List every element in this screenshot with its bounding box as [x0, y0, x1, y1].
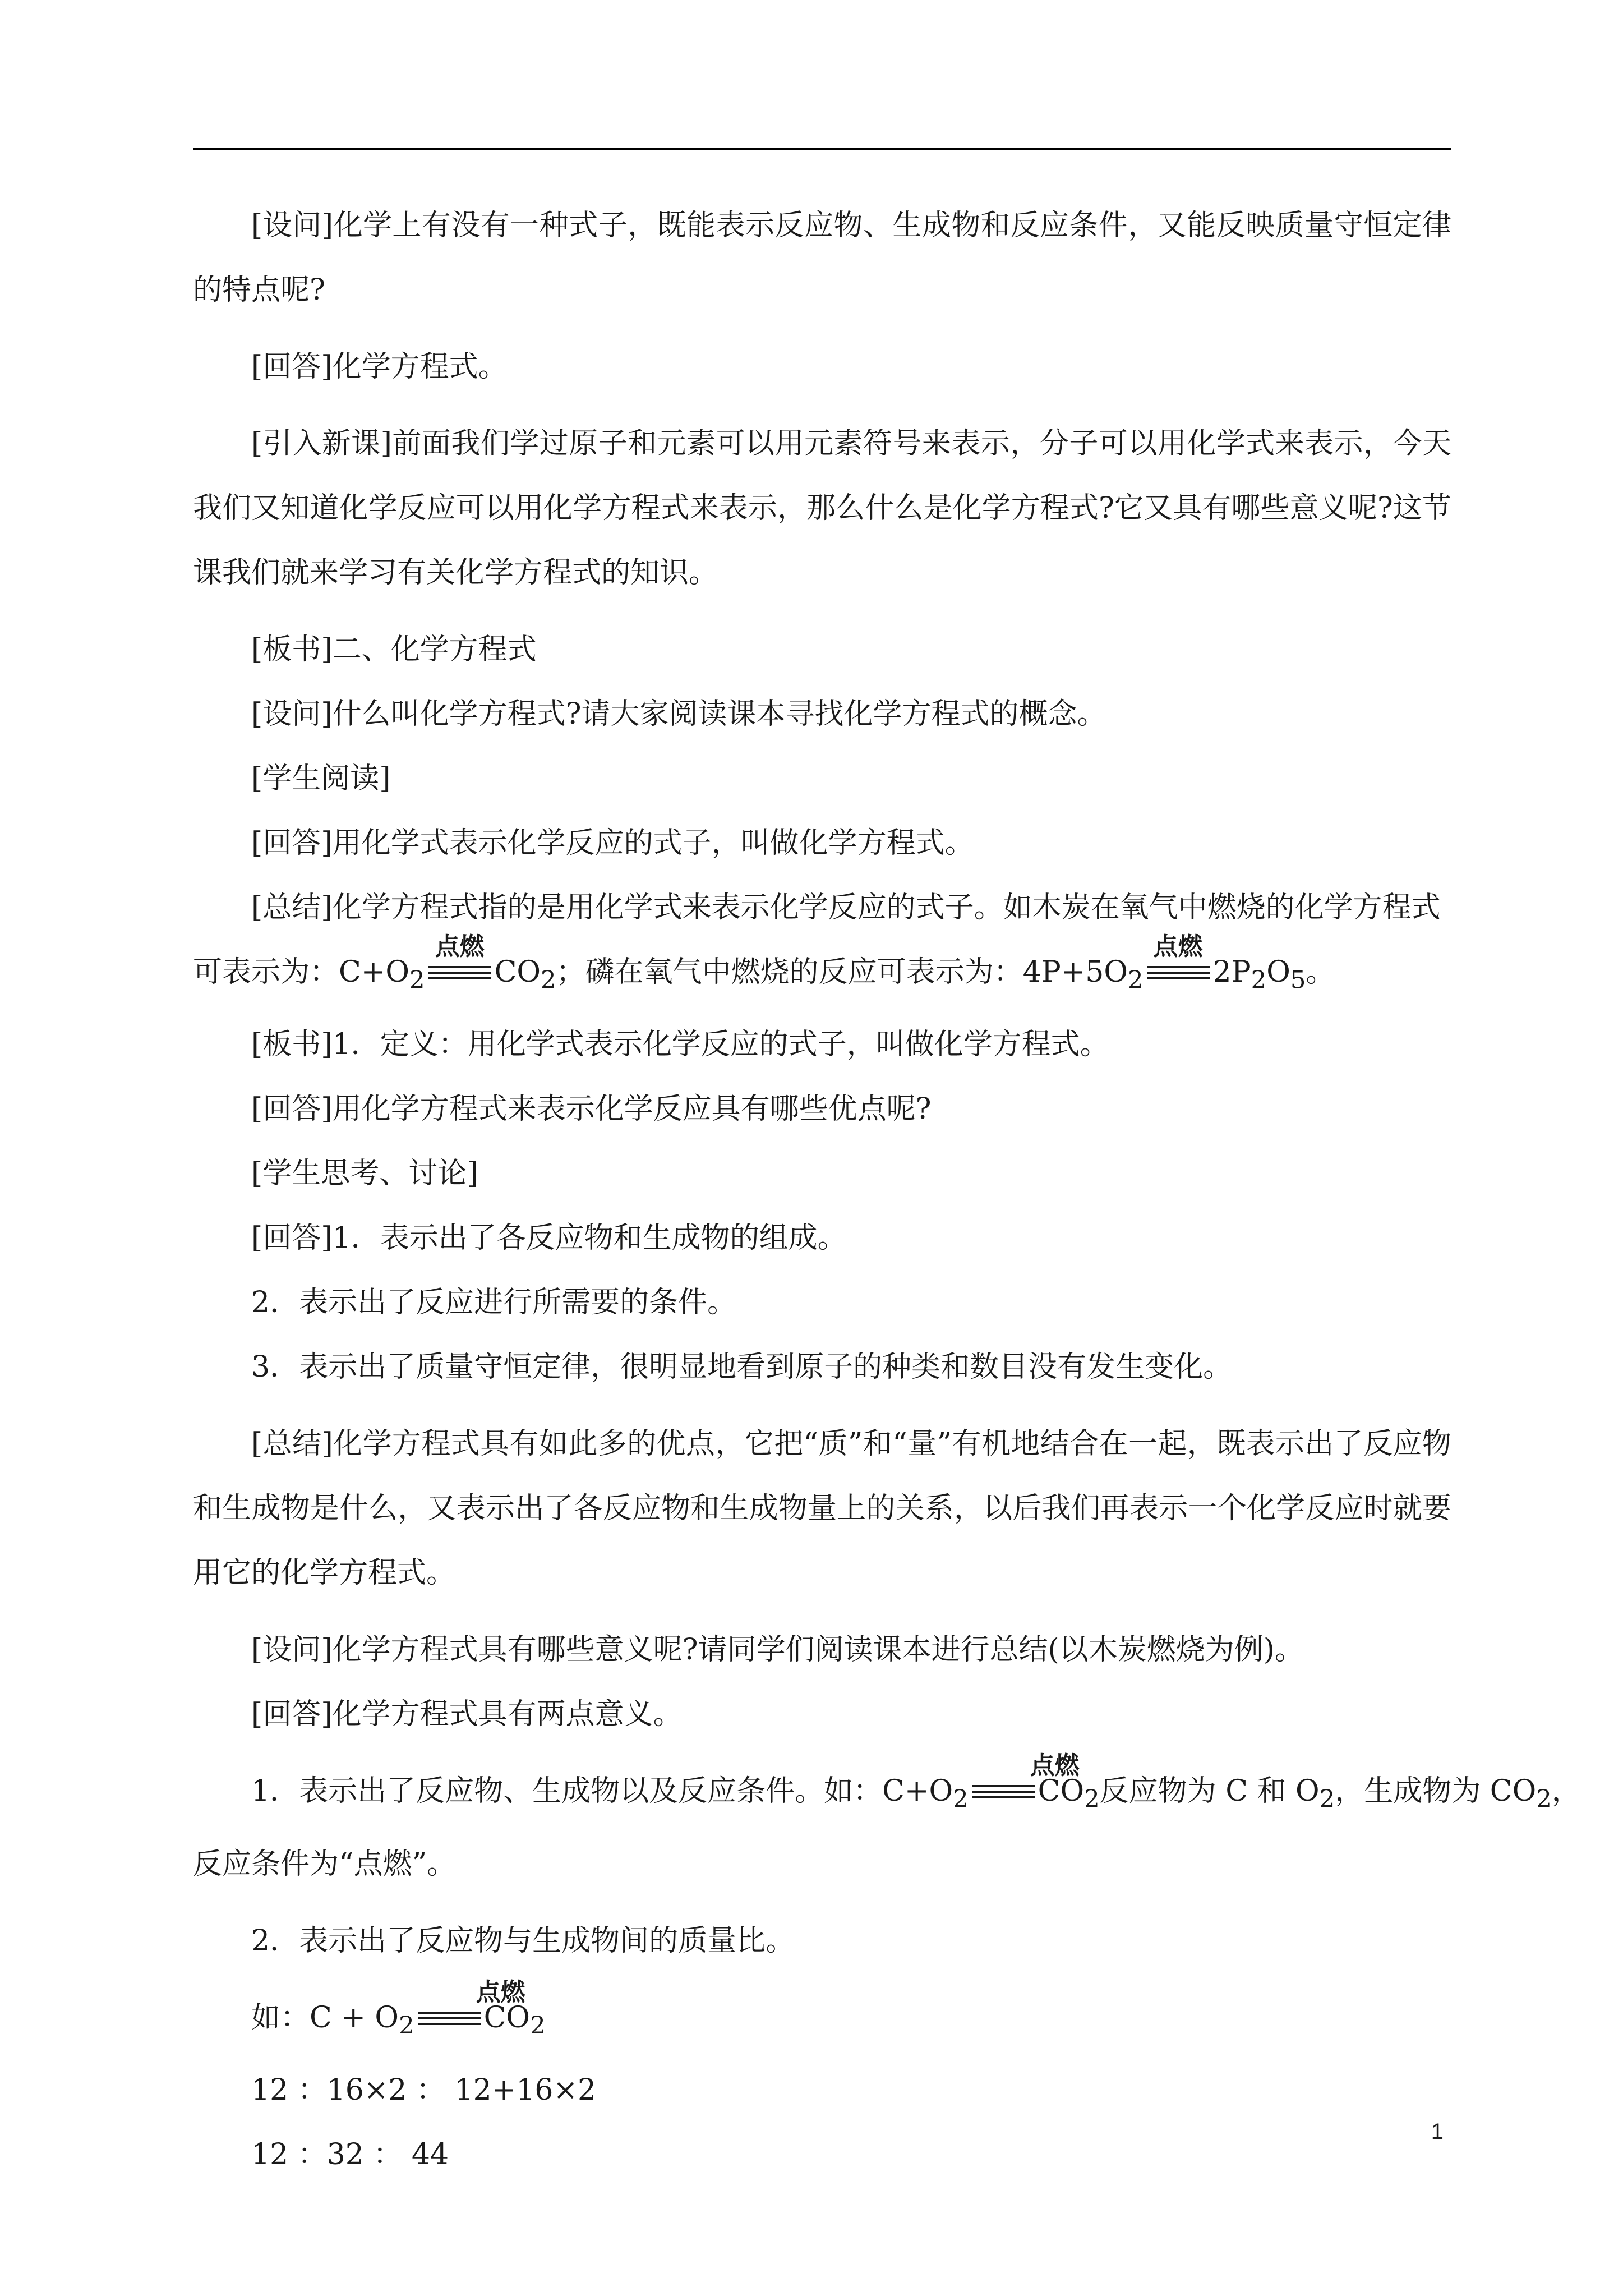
paragraph: 2．表示出了反应物与生成物间的质量比。	[251, 1924, 795, 1958]
paragraph: [总结]化学方程式指的是用化学式来表示化学反应的式子。如木炭在氧气中燃烧的化学方程式	[251, 891, 1441, 924]
equation-line: 如：$C + O_2$ 点燃 $CO_2$	[251, 1977, 546, 2040]
document-body	[193, 194, 1581, 2187]
paragraph: 2．表示出了反应进行所需要的条件。	[251, 1286, 737, 1320]
paragraph: [设问]化学上有没有一种式子，既能表示反应物、生成物和反应条件，又能反映质量守恒定律的特点呢?	[193, 209, 1451, 307]
page-number: 1	[1431, 2119, 1444, 2144]
paragraph: [学生阅读]	[251, 762, 391, 795]
paragraph: [学生思考、讨论]	[251, 1157, 478, 1191]
paragraph: 反应条件为“点燃”。	[193, 1847, 457, 1881]
equation-line: 1．表示出了反应物、生成物以及反应条件。如：$C+O_2$ 点燃 $CO_2$反应物为 C 和 $O_2$，生成物为 $CO_2$，	[251, 1751, 1581, 1814]
reaction-condition: 点燃	[418, 2005, 481, 2027]
paragraph: [引入新课]前面我们学过原子和元素可以用元素符号来表示，分子可以用化学式来表示，今天我们又知道化学反应可以用化学方程式来表示，那么什么是化学方程式?它又具有哪些意义呢?这节课我们就来学习有关化学方程式的知识。	[193, 427, 1451, 590]
paragraph: [回答]1．表示出了各反应物和生成物的组成。	[251, 1221, 847, 1255]
paragraph: [回答]用化学式表示化学反应的式子，叫做化学方程式。	[251, 826, 974, 860]
paragraph: [回答]化学方程式具有两点意义。	[251, 1697, 683, 1732]
reaction-condition: 点燃	[1147, 959, 1210, 982]
paragraph: [总结]化学方程式具有如此多的优点，它把“质”和“量”有机地结合在一起，既表示出了反应物和生成物是什么，又表示出了各反应物和生成物量上的关系，以后我们再表示一个化学反应时就要用它的化学方程式。	[193, 1427, 1451, 1590]
ratio-line: 12 ：16×2 ： 12+16×2	[251, 2073, 597, 2108]
reaction-condition: 点燃	[428, 959, 491, 982]
header-rule	[193, 148, 1451, 150]
paragraph: [设问]什么叫化学方程式?请大家阅读课本寻找化学方程式的概念。	[251, 697, 1106, 731]
paragraph: [设问]化学方程式具有哪些意义呢?请同学们阅读课本进行总结(以木炭燃烧为例)。	[251, 1633, 1304, 1667]
reaction-condition: 点燃	[972, 1778, 1035, 1801]
paragraph: [板书]1．定义：用化学式表示化学反应的式子，叫做化学方程式。	[251, 1028, 1109, 1062]
paragraph: 3．表示出了质量守恒定律，很明显地看到原子的种类和数目没有发生变化。	[251, 1350, 1233, 1384]
paragraph: [板书]二、化学方程式	[251, 633, 537, 666]
equation-line: 可表示为：$C+O_2$ 点燃 $CO_2$；磷在氧气中燃烧的反应可表示为：$4P+5O_2$ 点燃 $2P_2O_5$。	[193, 932, 1335, 995]
paragraph: [回答]用化学方程式来表示化学反应具有哪些优点呢?	[251, 1092, 932, 1126]
ratio-line: 12 ：32 ： 44	[251, 2138, 449, 2172]
paragraph: [回答]化学方程式。	[251, 350, 508, 384]
